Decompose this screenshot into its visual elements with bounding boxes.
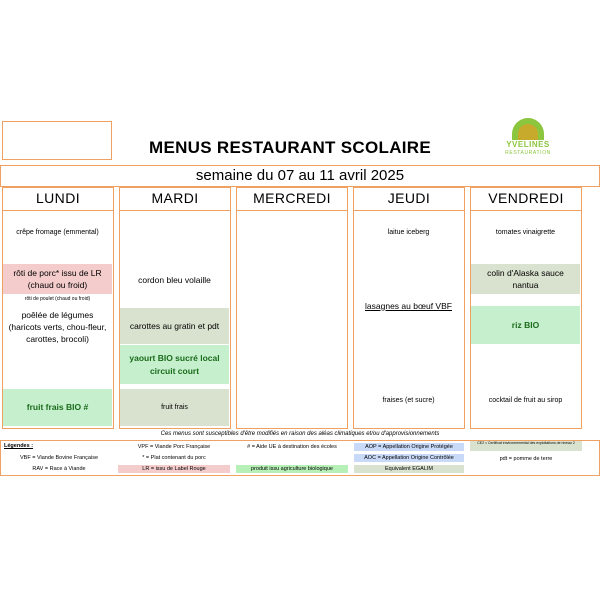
menu-starter: crêpe fromage (emmental) [16, 229, 99, 237]
day-header: LUNDI [3, 188, 113, 211]
legend-vpf: VPF = Viande Porc Française [137, 444, 211, 450]
legend-pdt: pdt = pomme de terre [499, 456, 553, 462]
menu-main: colin d'Alaska sauce nantua [471, 264, 580, 294]
menu-main: lasagnes au bœuf VBF [365, 300, 452, 311]
day-column-mardi [119, 187, 231, 429]
menu-starter: tomates vinaigrette [495, 229, 556, 237]
menu-side: riz BIO [471, 306, 580, 344]
brand-logo [498, 118, 558, 160]
sun-icon [512, 118, 544, 140]
legend-title: Légendes : [4, 443, 34, 449]
menu-dessert: fruit frais BIO # [3, 389, 112, 426]
menu-main: rôti de porc* issu de LR (chaud ou froid) [3, 264, 112, 294]
day-column-vendredi [470, 187, 582, 429]
day-header: VENDREDI [471, 188, 581, 211]
day-header: MARDI [120, 188, 230, 211]
day-column-lundi [2, 187, 114, 429]
menu-dairy: yaourt BIO sucré local circuit court [120, 345, 229, 384]
day-header: MERCREDI [237, 188, 347, 211]
legend-rav: RAV = Race à Viande [32, 466, 86, 472]
menu-dessert: cocktail de fruit au sirop [488, 397, 563, 405]
menu-dessert: fruit frais [120, 389, 229, 426]
legend-ce2: CE2 = Certificat environnemental des exploitations de niveau 2 [470, 441, 582, 451]
week-range: semaine du 07 au 11 avril 2025 [0, 165, 600, 187]
legend-lr: LR = issu de Label Rouge [118, 465, 230, 473]
disclaimer-note: Ces menus sont susceptibles d'être modifiés en raison des aléas climatiques et/ou d'approvisionnements [160, 431, 440, 437]
legend-aop: AOP = Appellation Origine Protégée [354, 443, 464, 451]
legend-aoc: AOC = Appellation Origine Contrôlée [354, 454, 464, 462]
menu-main: cordon bleu volaille [138, 274, 211, 285]
legend-pork: * = Plat contenant du porc [142, 455, 206, 461]
legend-egalim: Equivalent EGALIM [354, 465, 464, 473]
legend-vbf: VBF = Viande Bovine Française [19, 455, 98, 461]
menu-side: poêlée de légumes (haricots verts, chou-fleur, carottes, brocoli) [8, 309, 107, 345]
brand-sub: RESTAURATION [505, 150, 551, 156]
menu-main-alt: rôti de poulet (chaud ou froid) [24, 296, 91, 303]
logo-placeholder [2, 121, 112, 160]
legend-aid: # = Aide UE à destination des écoles [247, 444, 337, 450]
menu-dessert: fraises (et sucre) [382, 397, 435, 405]
menu-side: carottes au gratin et pdt [120, 308, 229, 344]
day-header: JEUDI [354, 188, 464, 211]
day-column-mercredi [236, 187, 348, 429]
menu-starter: laitue iceberg [387, 229, 430, 237]
page-title: MENUS RESTAURANT SCOLAIRE [148, 138, 432, 157]
day-column-jeudi [353, 187, 465, 429]
brand-name: YVELINES [506, 140, 550, 149]
legend-bio: produit issu agriculture biologique [236, 465, 348, 473]
